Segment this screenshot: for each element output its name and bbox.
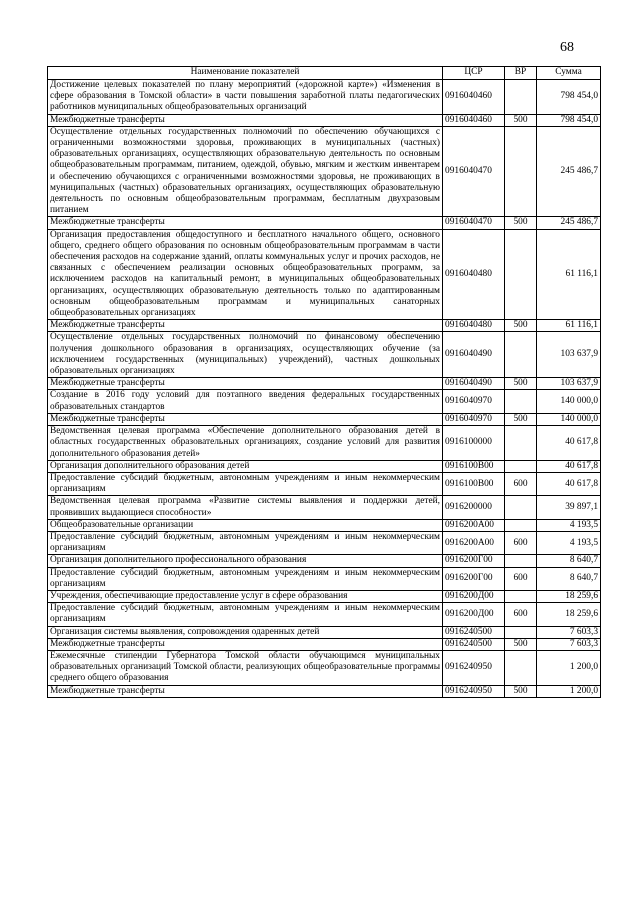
table-body [48,80,601,698]
row-csr-cell: 0916200Д00 [443,590,505,602]
row-csr-cell: 0916240950 [443,650,505,685]
table-header-row [48,67,601,80]
row-vr-cell: 600 [505,531,537,554]
row-vr-cell [505,460,537,472]
row-name-cell: Осуществление отдельных государственных полномочий по финансовому обеспечению получения дошкольного образования в организациях, осуществляющих обучение (за исключением государственных (муниципальных) учреждений), частных дошкольных образовательных организациях [48,332,443,378]
header-name: Наименование показателей [48,67,443,80]
row-name-cell: Осуществление отдельных государственных полномочий по обеспечению обучающихся с ограниченными возможностями здоровья, проживающих в муниципальных (частных) образовательных организациях, осуществляющих образовательную деятельность по основным общеобразовательным программам, питанием, одеждой, обувью, мягким и жестким инвентарем и обеспечению обучающихся с ограниченными возможностями здоровья, не проживающих в муниципальных (частных) образовательных организациях, осуществляющих образовательную деятельность по основным общеобразовательным программам, бесплатным двухразовым питанием [48,126,443,217]
row-sum-cell: 140 000,0 [537,390,601,413]
row-csr-cell: 0916040480 [443,320,505,332]
row-name-cell: Организация предоставления общедоступного и бесплатного начального общего, основного общего, среднего общего образования по основным общеобразовательным программам в части обеспечения расходов на содержание зданий, оплаты коммунальных услуг и прочих расходов, не связанных с обеспечением реализации основных общеобразовательных программ, за исключением расходов на капитальный ремонт, в муниципальных общеобразовательных организациях, осуществляющих образовательную деятельность только по адаптированным основным общеобразовательным программам и муниципальных санаторных общеобразовательных организациях [48,229,443,320]
row-vr-cell [505,496,537,519]
table-row [48,460,601,472]
row-sum-cell: 798 454,0 [537,80,601,115]
row-csr-cell: 0916040460 [443,114,505,126]
row-vr-cell: 500 [505,685,537,697]
row-sum-cell: 8 640,7 [537,555,601,567]
row-csr-cell: 0916040480 [443,229,505,320]
row-vr-cell [505,332,537,378]
row-vr-cell: 600 [505,567,537,590]
row-name-cell: Достижение целевых показателей по плану мероприятий («дорожной карте») «Изменения в сфере образования в Томской области» в части повышения заработной платы педагогических работников муниципальных общеобразовательных организаций [48,80,443,115]
table-row [48,496,601,519]
table-row [48,413,601,425]
row-name-cell: Межбюджетные трансферты [48,114,443,126]
row-sum-cell: 61 116,1 [537,320,601,332]
row-sum-cell: 8 640,7 [537,567,601,590]
row-vr-cell: 500 [505,413,537,425]
row-csr-cell: 0916240500 [443,626,505,638]
row-name-cell: Межбюджетные трансферты [48,320,443,332]
row-name-cell: Ведомственная целевая программа «Развитие системы выявления и поддержки детей, проявивших выдающиеся способности» [48,496,443,519]
row-csr-cell: 0916240500 [443,638,505,650]
table-row [48,126,601,217]
row-name-cell: Межбюджетные трансферты [48,413,443,425]
row-csr-cell: 0916200А00 [443,519,505,531]
row-csr-cell: 0916040490 [443,332,505,378]
table-row [48,426,601,461]
header-csr: ЦСР [443,67,505,80]
row-name-cell: Организация системы выявления, сопровождения одаренных детей [48,626,443,638]
row-sum-cell: 39 897,1 [537,496,601,519]
row-csr-cell: 0916040490 [443,378,505,390]
row-sum-cell: 40 617,8 [537,472,601,495]
table-row [48,80,601,115]
header-vr: ВР [505,67,537,80]
header-sum: Сумма [537,67,601,80]
budget-table [47,66,601,698]
row-vr-cell: 500 [505,378,537,390]
row-vr-cell: 500 [505,638,537,650]
row-sum-cell: 103 637,9 [537,378,601,390]
table-row [48,378,601,390]
row-sum-cell: 1 200,0 [537,685,601,697]
row-sum-cell: 61 116,1 [537,229,601,320]
row-csr-cell: 0916040470 [443,217,505,229]
row-sum-cell: 40 617,8 [537,460,601,472]
row-sum-cell: 140 000,0 [537,413,601,425]
table-row [48,603,601,626]
table-row [48,555,601,567]
row-csr-cell: 0916100000 [443,426,505,461]
row-sum-cell: 18 259,6 [537,590,601,602]
row-vr-cell [505,555,537,567]
row-csr-cell: 0916040970 [443,413,505,425]
row-csr-cell: 0916040470 [443,126,505,217]
row-vr-cell [505,590,537,602]
row-sum-cell: 798 454,0 [537,114,601,126]
row-csr-cell: 0916100В00 [443,472,505,495]
table-row [48,650,601,685]
row-name-cell: Ежемесячные стипендии Губернатора Томской области обучающимся муниципальных образовательных организаций Томской области, реализующих общеобразовательные программы среднего общего образования [48,650,443,685]
table-row [48,531,601,554]
row-csr-cell: 0916040460 [443,80,505,115]
table-row [48,472,601,495]
table-row [48,332,601,378]
row-vr-cell [505,650,537,685]
row-vr-cell: 500 [505,320,537,332]
row-name-cell: Учреждения, обеспечивающие предоставление услуг в сфере образования [48,590,443,602]
row-name-cell: Создание в 2016 году условий для поэтапного введения федеральных государственных образовательных стандартов [48,390,443,413]
row-name-cell: Организация дополнительного профессионального образования [48,555,443,567]
row-vr-cell [505,626,537,638]
row-sum-cell: 7 603,3 [537,626,601,638]
row-name-cell: Межбюджетные трансферты [48,638,443,650]
row-name-cell: Межбюджетные трансферты [48,685,443,697]
row-vr-cell [505,229,537,320]
row-name-cell: Организация дополнительного образования детей [48,460,443,472]
row-vr-cell: 500 [505,217,537,229]
table-row [48,567,601,590]
row-sum-cell: 4 193,5 [537,531,601,554]
table-row [48,638,601,650]
row-csr-cell: 0916200А00 [443,531,505,554]
row-name-cell: Ведомственная целевая программа «Обеспечение дополнительного образования детей в областных государственных образовательных организациях, создание условий для развития дополнительного образования детей» [48,426,443,461]
table-row [48,519,601,531]
row-sum-cell: 18 259,6 [537,603,601,626]
row-csr-cell: 0916200Г00 [443,567,505,590]
row-csr-cell: 0916200000 [443,496,505,519]
row-name-cell: Предоставление субсидий бюджетным, автономным учреждениям и иным некоммерческим организациям [48,567,443,590]
row-vr-cell: 500 [505,114,537,126]
row-vr-cell: 600 [505,603,537,626]
row-sum-cell: 40 617,8 [537,426,601,461]
row-vr-cell [505,80,537,115]
row-vr-cell [505,426,537,461]
row-sum-cell: 7 603,3 [537,638,601,650]
table-row [48,114,601,126]
row-vr-cell [505,390,537,413]
row-sum-cell: 245 486,7 [537,126,601,217]
row-name-cell: Предоставление субсидий бюджетным, автономным учреждениям и иным некоммерческим организациям [48,603,443,626]
row-name-cell: Предоставление субсидий бюджетным, автономным учреждениям и иным некоммерческим организациям [48,531,443,554]
row-csr-cell: 0916100В00 [443,460,505,472]
table-row [48,626,601,638]
row-name-cell: Общеобразовательные организации [48,519,443,531]
row-csr-cell: 0916040970 [443,390,505,413]
row-vr-cell [505,519,537,531]
row-csr-cell: 0916240950 [443,685,505,697]
row-name-cell: Предоставление субсидий бюджетным, автономным учреждениям и иным некоммерческим организациям [48,472,443,495]
table-row [48,229,601,320]
table-row [48,217,601,229]
row-sum-cell: 4 193,5 [537,519,601,531]
table-row [48,685,601,697]
table-row [48,390,601,413]
row-name-cell: Межбюджетные трансферты [48,378,443,390]
row-sum-cell: 245 486,7 [537,217,601,229]
row-name-cell: Межбюджетные трансферты [48,217,443,229]
row-sum-cell: 1 200,0 [537,650,601,685]
table-row [48,320,601,332]
row-csr-cell: 0916200Г00 [443,555,505,567]
row-sum-cell: 103 637,9 [537,332,601,378]
table-row [48,590,601,602]
row-csr-cell: 0916200Д00 [443,603,505,626]
row-vr-cell [505,126,537,217]
row-vr-cell: 600 [505,472,537,495]
page-number: 68 [560,40,574,55]
